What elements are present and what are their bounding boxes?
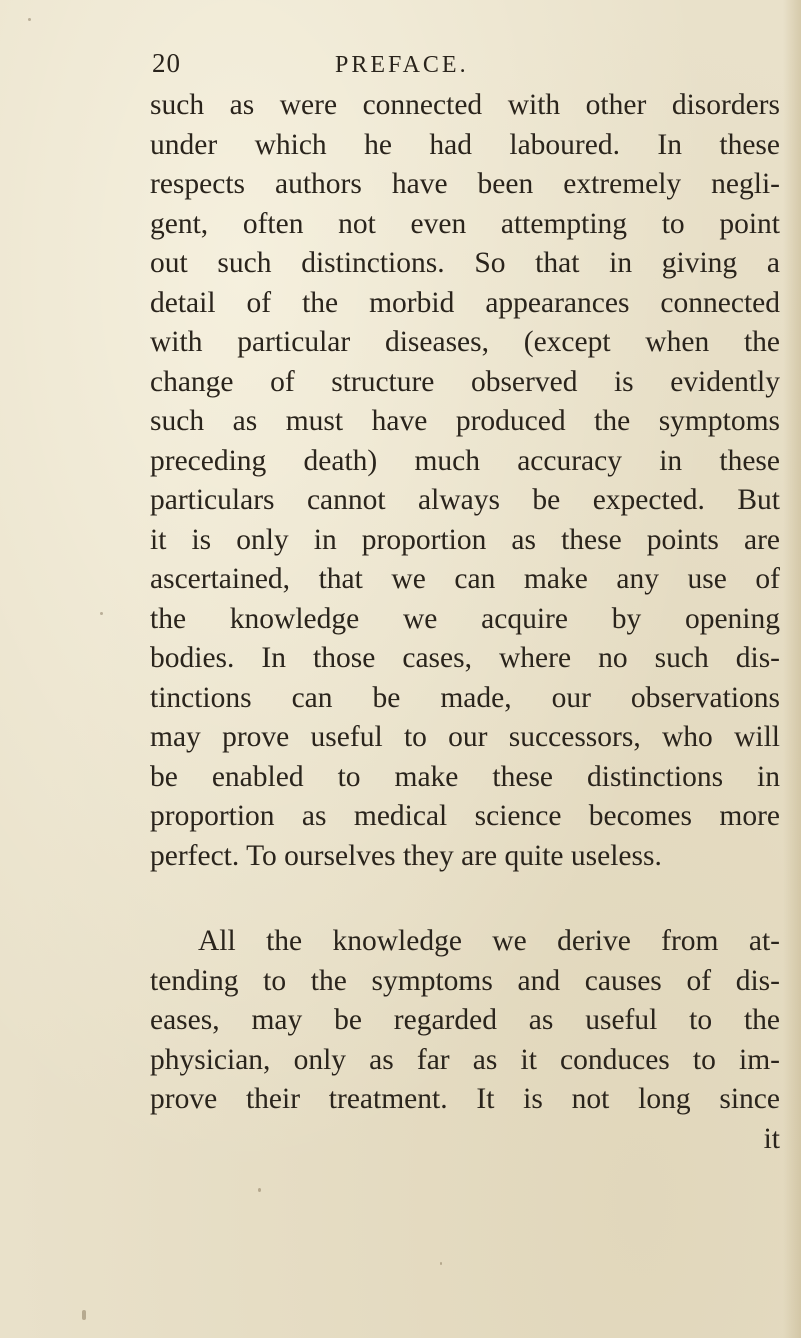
paper-speck	[100, 612, 103, 615]
catchword: it	[763, 1122, 780, 1155]
paper-speck	[440, 1262, 442, 1265]
text-line: be enabled to make these distinctions in	[150, 760, 780, 793]
text-line: tinctions can be made, our observations	[150, 681, 780, 714]
paper-speck	[258, 1188, 261, 1192]
text-line: particulars cannot always be expected. But	[150, 484, 780, 516]
text-line: gent, often not even attempting to point	[150, 207, 780, 240]
page-header	[0, 48, 801, 88]
text-line: change of structure observed is evidently	[150, 365, 780, 398]
paragraph-gap	[150, 876, 780, 922]
text-line: All the knowledge we derive from at-	[198, 925, 780, 957]
paragraph-2	[150, 922, 780, 1159]
text-line: detail of the morbid appearances connected	[150, 286, 780, 319]
text-line: such as were connected with other disorders	[150, 89, 780, 121]
text-line: preceding death) much accuracy in these	[150, 444, 780, 477]
text-line: eases, may be regarded as useful to the	[150, 1004, 780, 1036]
body-text	[150, 86, 780, 1159]
paper-speck	[28, 18, 31, 21]
text-line: it is only in proportion as these points are	[150, 523, 780, 556]
text-line: may prove useful to our successors, who will	[150, 721, 780, 753]
text-line: such as must have produced the symptoms	[150, 405, 780, 437]
text-line: respects authors have been extremely negli-	[150, 168, 780, 200]
text-line: bodies. In those cases, where no such dis-	[150, 642, 780, 674]
text-line: with particular diseases, (except when the	[150, 326, 780, 358]
page-edge-shadow	[783, 0, 801, 1338]
text-line: prove their treatment. It is not long since	[150, 1083, 780, 1115]
paper-speck	[82, 1310, 86, 1320]
paragraph-1	[150, 86, 780, 876]
text-line: under which he had laboured. In these	[150, 128, 780, 161]
text-line: physician, only as far as it conduces to im-	[150, 1043, 780, 1076]
text-line: out such distinctions. So that in giving a	[150, 247, 780, 279]
text-line: perfect. To ourselves they are quite useless.	[150, 839, 662, 872]
running-head: PREFACE.	[335, 52, 469, 78]
text-line: ascertained, that we can make any use of	[150, 563, 780, 595]
text-line: tending to the symptoms and causes of dis-	[150, 964, 780, 997]
page-number: 20	[152, 48, 181, 78]
text-line: proportion as medical science becomes more	[150, 800, 780, 832]
text-line: the knowledge we acquire by opening	[150, 602, 780, 635]
